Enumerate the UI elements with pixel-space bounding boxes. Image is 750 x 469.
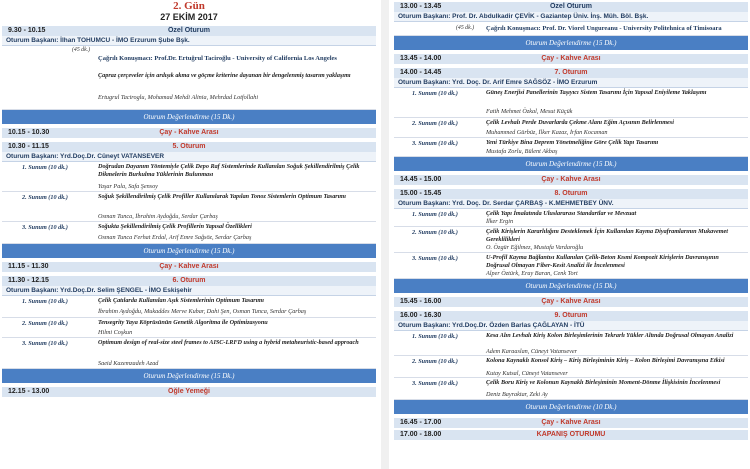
talk-authors: Muhammed Gürbüz, İlker Kazaz, İrfan Kocaman xyxy=(486,129,608,136)
schedule-row xyxy=(394,2,748,12)
time: 16.45 - 17.00 xyxy=(400,419,442,426)
talk-authors: Adem Karaaslan, Cüneyt Vatansever xyxy=(486,348,578,355)
right-column xyxy=(394,0,748,469)
talk-item xyxy=(394,227,748,253)
talk-authors: Osman Tunca, İbrahim Aydoğdu, Serdar Çarbaş xyxy=(98,213,218,220)
talk-authors: İbrahim Aydoğdu, Mukaddes Merve Kubar, Dahi Şen, Osman Tunca, Serdar Çarbaş xyxy=(98,308,307,315)
session-label: 9. Oturum xyxy=(554,312,588,319)
time: 15.45 - 16.00 xyxy=(400,298,442,305)
session-label: Özel Oturum xyxy=(549,3,592,10)
talk-item xyxy=(2,192,376,222)
session-label: Özel Oturum xyxy=(167,27,210,34)
schedule-row xyxy=(394,418,748,428)
talk-authors: Deniz Bayraktar, Zeki Ay xyxy=(486,391,548,398)
keynote-speaker: Çağrılı Konuşmacı: Prof.Dr. Ertuğrul Taciroğlu - University of California Los Angeles xyxy=(98,55,337,62)
talk-item xyxy=(394,138,748,157)
session-chair: Oturum Başkanı: İlhan TOHUMCU - İMO Erzurum Şube Bşk. xyxy=(2,36,376,46)
session-chair: Oturum Başkanı: Yrd.Doç.Dr. Cüneyt VATANSEVER xyxy=(2,152,376,162)
session-label: 6. Oturum xyxy=(172,277,206,284)
schedule-row xyxy=(394,54,748,64)
talk-title: Optimum design of real-size steel frames to AISC-LRFD using a hybrid metaheuristic-based approach xyxy=(98,339,359,346)
talk-title: Yeni Türkiye Bina Deprem Yönetmeliğine Göre Çelik Yapı Tasarımı xyxy=(486,139,659,146)
keynote-speaker: Çağrılı Konuşmacı: Prof. Dr. Viorel Ungureanu - University Politehnica of Timisoara xyxy=(486,25,722,32)
schedule-row xyxy=(394,175,748,185)
talk-title: U-Profil Kayma Bağlantısı Kullanılan Çelik-Beton Kısmi Kompozit Kirişlerin Davranışının Doğrusal Olmayan Fiber-Kesit Analizi ile İncelenmesi xyxy=(486,254,719,269)
talk-slot: 3. Sunum (10 dk.) xyxy=(412,255,458,262)
talk-item xyxy=(394,88,748,118)
schedule-row xyxy=(394,311,748,321)
talk-item xyxy=(394,356,748,378)
keynote-authors: Ertugrul Taciroglu, Mohamad Mehdi Alinia, Mehrdad Lotfollahi xyxy=(98,94,259,101)
talk-title: Çelik Yapı İmalatında Uluslararası Standartlar ve Mevzuat xyxy=(486,210,637,217)
schedule-row xyxy=(2,262,376,272)
time: 13.00 - 13.45 xyxy=(400,3,442,10)
talk-item xyxy=(2,296,376,318)
session-chair: Oturum Başkanı: Yrd.Doç.Dr. Selim ŞENGEL - İMO Eskişehir xyxy=(2,286,376,296)
talk-item xyxy=(2,338,376,369)
talk-slot: 2. Sunum (10 dk.) xyxy=(412,120,458,127)
keynote-title: Çapraz çerçeveler için ardışık akma ve göçme kriterine dayanan bir dengelenmiş tasarım yaklaşımı xyxy=(98,72,351,79)
session-evaluation: Oturum Değerlendirme (10 Dk.) xyxy=(394,400,748,414)
duration: (45 dk.) xyxy=(72,47,91,53)
session-label: Çay - Kahve Arası xyxy=(541,176,601,183)
talk-slot: 2. Sunum (10 dk.) xyxy=(412,358,458,365)
time: 16.00 - 16.30 xyxy=(400,312,442,319)
talk-item xyxy=(394,253,748,279)
session-label: Öğle Yemeği xyxy=(168,388,210,395)
session-label: 8. Oturum xyxy=(554,190,588,197)
talk-slot: 1. Sunum (10 dk.) xyxy=(22,298,68,305)
time: 14.00 - 14.45 xyxy=(400,69,442,76)
session-chair: Oturum Başkanı: Yrd.Doç.Dr. Özden Barlas ÇAĞLAYAN - İTÜ xyxy=(394,321,748,331)
schedule-row xyxy=(2,142,376,152)
talk-title: Çelik Boru Kiriş ve Kolonun Kaynaklı Birleşiminin Moment-Dönme İlişkisinin İncelenmesi xyxy=(486,379,721,386)
session-label: Çay - Kahve Arası xyxy=(541,55,601,62)
time: 10.15 - 10.30 xyxy=(8,129,50,136)
session-chair: Oturum Başkanı: Yrd. Doç. Dr. Serdar ÇARBAŞ - K.MEHMETBEY ÜNV. xyxy=(394,199,748,209)
talk-authors: Osman Tunca Ferhat Erdal, Arif Emre Sağsöz, Serdar Çarbaş xyxy=(98,234,252,241)
talk-slot: 2. Sunum (10 dk.) xyxy=(22,194,68,201)
talk-item xyxy=(394,209,748,227)
duration: (45 dk.) xyxy=(456,25,475,31)
talk-authors: Saeid Kazemzadeh Azad xyxy=(98,360,159,367)
talk-title: Doğrudan Dayanım Yöntemiyle Çelik Depo Raf Sistemlerinde Kullanılan Soğuk Şekillendirilmiş Çelik Dikmelerin Burkulma Yüklerinin Bulunması xyxy=(98,163,360,178)
keynote-block xyxy=(394,22,748,36)
session-label: Çay - Kahve Arası xyxy=(541,419,601,426)
session-evaluation: Oturum Değerlendirme (15 Dk.) xyxy=(394,279,748,293)
talk-slot: 3. Sunum (10 dk.) xyxy=(412,140,458,147)
session-label: 7. Oturum xyxy=(554,69,588,76)
keynote-block xyxy=(2,46,376,110)
talk-slot: 3. Sunum (10 dk.) xyxy=(22,340,68,347)
session-label: Çay - Kahve Arası xyxy=(541,298,601,305)
talk-item xyxy=(2,318,376,338)
time: 11.30 - 12.15 xyxy=(8,277,49,284)
time: 12.15 - 13.00 xyxy=(8,388,50,395)
talk-slot: 1. Sunum (10 dk.) xyxy=(412,90,458,97)
time: 14.45 - 15.00 xyxy=(400,176,442,183)
time: 11.15 - 11.30 xyxy=(8,263,49,270)
session-evaluation: Oturum Değerlendirme (15 Dk.) xyxy=(2,369,376,383)
talk-title: Çelik Levhalı Perde Duvarlarda Çekme Alanı Eğim Açısının Belirlenmesi xyxy=(486,119,674,126)
time: 17.00 - 18.00 xyxy=(400,431,442,438)
talk-item xyxy=(394,331,748,356)
session-evaluation: Oturum Değerlendirme (15 Dk.) xyxy=(2,110,376,124)
column-divider xyxy=(381,0,389,469)
day-title: 2. Gün xyxy=(173,0,205,12)
schedule-row xyxy=(2,387,376,397)
talk-slot: 1. Sunum (10 dk.) xyxy=(412,333,458,340)
talk-authors: İlker Ergin xyxy=(486,218,514,225)
time: 9.30 - 10.15 xyxy=(8,27,46,34)
talk-slot: 3. Sunum (10 dk.) xyxy=(412,380,458,387)
time: 10.30 - 11.15 xyxy=(8,143,49,150)
talk-title: Tensegrity Yaya Köprüsünün Genetik Algoritma ile Optimizasyonu xyxy=(98,319,268,326)
talk-title: Soğuk Şekillendirilmiş Çelik Profiller Kullanılarak Yapılan Tonoz Sistemlerin Optimum Tasarımı xyxy=(98,193,346,200)
talk-slot: 2. Sunum (10 dk.) xyxy=(22,320,68,327)
talk-authors: Kutay Kutsal, Cüneyt Vatansever xyxy=(486,370,568,377)
session-evaluation: Oturum Değerlendirme (15 Dk.) xyxy=(394,36,748,50)
talk-item xyxy=(2,222,376,244)
left-column xyxy=(2,0,376,469)
talk-authors: Mustafa Zorlu, Bülent Akbaş xyxy=(486,148,558,155)
schedule-row xyxy=(2,26,376,36)
session-label: KAPANIŞ OTURUMU xyxy=(536,431,606,438)
session-label: 5. Oturum xyxy=(172,143,206,150)
session-chair: Oturum Başkanı: Yrd. Doç. Dr. Arif Emre SAĞSÖZ - İMO Erzurum xyxy=(394,78,748,88)
talk-item xyxy=(394,118,748,138)
schedule-row xyxy=(2,128,376,138)
talk-slot: 1. Sunum (10 dk.) xyxy=(412,211,458,218)
talk-slot: 1. Sunum (10 dk.) xyxy=(22,164,68,171)
talk-title: Güneş Enerjisi Panellerinin Taşıyıcı Sistem Tasarımı İçin Yapısal Eniyileme Yaklaşımı xyxy=(486,89,707,96)
schedule-row xyxy=(394,68,748,78)
talk-title: Kesa Alın Levhalı Kiriş Kolon Birleşimlerinin Tekrarlı Yükler Altında Doğrusal Olmayan Analizi xyxy=(486,332,734,339)
talk-slot: 3. Sunum (10 dk.) xyxy=(22,224,68,231)
time: 15.00 - 15.45 xyxy=(400,190,442,197)
talk-authors: Alper Öztürk, Eray Baran, Cenk Tort xyxy=(486,270,578,277)
talk-authors: O. Özgür Eğilmez, Mustafa Vardaroğlu xyxy=(486,244,584,251)
session-label: Çay - Kahve Arası xyxy=(159,263,219,270)
talk-authors: Hilmi Coşkun xyxy=(98,329,133,336)
schedule-row xyxy=(394,297,748,307)
schedule-row xyxy=(394,189,748,199)
talk-item xyxy=(2,162,376,192)
schedule-row xyxy=(2,276,376,286)
session-evaluation: Oturum Değerlendirme (15 Dk.) xyxy=(2,244,376,258)
talk-slot: 2. Sunum (10 dk.) xyxy=(412,229,458,236)
talk-authors: Fatih Mehmet Özkal, Mesut Küçük xyxy=(486,108,573,115)
talk-title: Kolona Kaynaklı Konsol Kiriş – Kiriş Birleşiminin Kiriş – Kolon Birleşimi Davranışına Etkisi xyxy=(486,357,725,364)
talk-title: Çelik Çatılarda Kullanılan Aşık Sistemlerinin Optimum Tasarımı xyxy=(98,297,264,304)
session-label: Çay - Kahve Arası xyxy=(159,129,219,136)
talk-title: Soğukta Şekillendirilmiş Çelik Profillerin Yapısal Özellikleri xyxy=(98,223,252,230)
schedule-row xyxy=(394,430,748,440)
talk-authors: Yaşar Pala, Safa Şensoy xyxy=(98,183,158,190)
session-chair: Oturum Başkanı: Prof. Dr. Abdulkadir ÇEVİK - Gaziantep Üniv. İnş. Müh. Böl. Bşk. xyxy=(394,12,748,22)
date-title: 27 EKİM 2017 xyxy=(160,12,218,22)
talk-item xyxy=(394,378,748,400)
talk-title: Çelik Kirişlerin Kararlılığını Desteklemek İçin Kullanılan Kayma Diyaframlarının Mukavemet Gereklilikleri xyxy=(486,228,729,243)
session-evaluation: Oturum Değerlendirme (15 Dk.) xyxy=(394,157,748,171)
time: 13.45 - 14.00 xyxy=(400,55,442,62)
